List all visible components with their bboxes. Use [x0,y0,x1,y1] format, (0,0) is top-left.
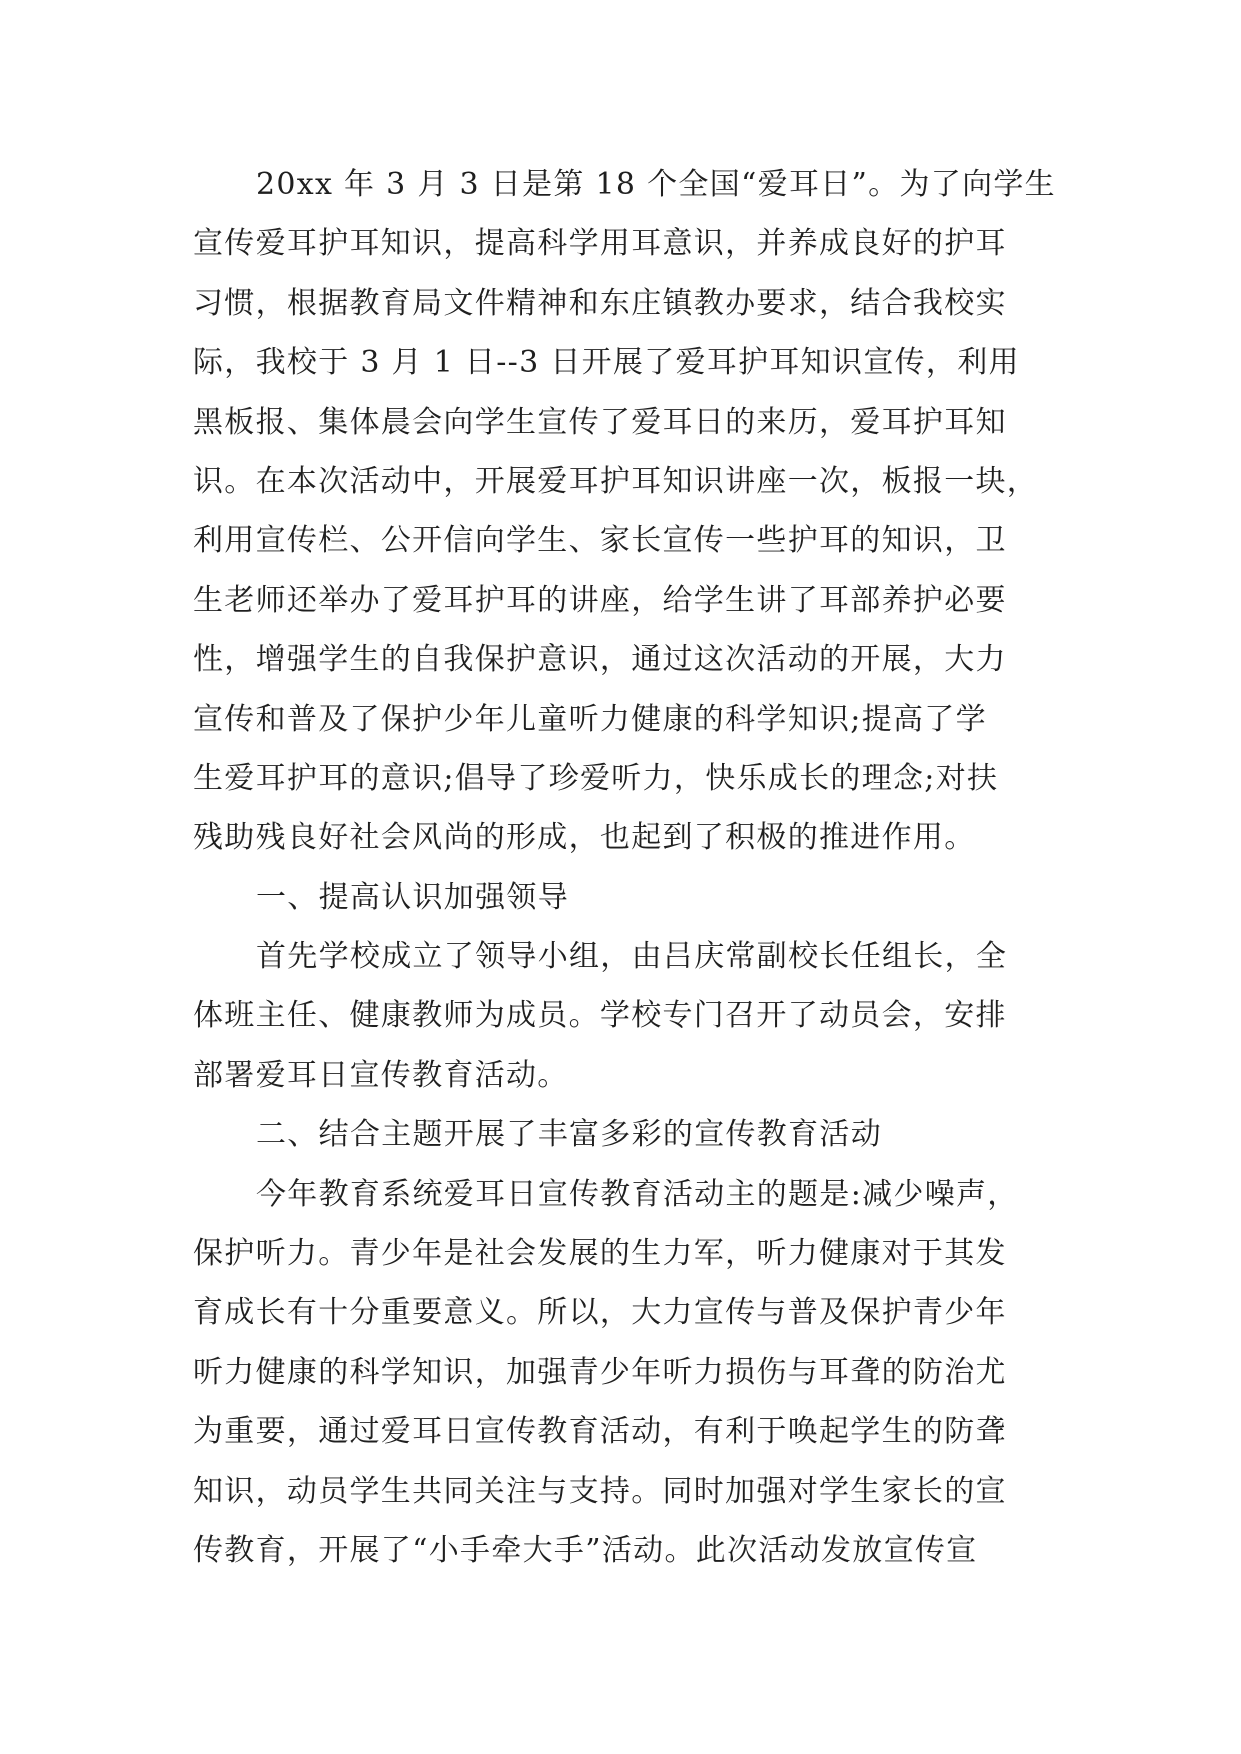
text-line: 生老师还举办了爱耳护耳的讲座，给学生讲了耳部养护必要 [193,582,1007,618]
text-line: 宣传爱耳护耳知识，提高科学用耳意识，并养成良好的护耳 [193,226,1007,262]
text-line: 部署爱耳日宣传教育活动。 [193,1057,569,1093]
document-body [193,155,1063,1580]
text-line: 听力健康的科学知识，加强青少年听力损伤与耳聋的防治尤 [193,1354,1007,1390]
text-line: 今年教育系统爱耳日宣传教育活动主的题是:减少噪声， [256,1176,1019,1212]
text-line: 宣传和普及了保护少年儿童听力健康的科学知识;提高了学 [193,701,987,737]
text-line: 传教育，开展了“小手牵大手”活动。此次活动发放宣传宣 [193,1532,978,1568]
section-heading: 二、结合主题开展了丰富多彩的宣传教育活动 [256,1117,882,1153]
text-line: 20xx 年 3 月 3 日是第 18 个全国“爱耳日”。为了向学生 [256,167,1056,202]
text-line: 知识，动员学生共同关注与支持。同时加强对学生家长的宣 [193,1473,1007,1509]
text-line: 育成长有十分重要意义。所以，大力宣传与普及保护青少年 [193,1295,1007,1331]
text-line: 生爱耳护耳的意识;倡导了珍爱听力，快乐成长的理念;对扶 [193,760,999,796]
section-heading: 一、提高认识加强领导 [256,879,569,915]
text-line: 体班主任、健康教师为成员。学校专门召开了动员会，安排 [193,998,1007,1034]
text-line: 识。在本次活动中，开展爱耳护耳知识讲座一次，板报一块， [193,463,1039,499]
text-line: 性，增强学生的自我保护意识，通过这次活动的开展，大力 [193,642,1007,678]
text-line: 为重要，通过爱耳日宣传教育活动，有利于唤起学生的防聋 [193,1414,1007,1450]
text-line: 际，我校于 3 月 1 日--3 日开展了爱耳护耳知识宣传，利用 [193,345,1020,381]
text-line: 黑板报、集体晨会向学生宣传了爱耳日的来历，爱耳护耳知 [193,404,1007,440]
text-line: 保护听力。青少年是社会发展的生力军，听力健康对于其发 [193,1236,1007,1272]
text-line: 利用宣传栏、公开信向学生、家长宣传一些护耳的知识，卫 [193,523,1007,559]
text-line: 习惯，根据教育局文件精神和东庄镇教办要求，结合我校实 [193,285,1007,321]
text-line: 残助残良好社会风尚的形成，也起到了积极的推进作用。 [193,820,976,856]
text-line: 首先学校成立了领导小组，由吕庆常副校长任组长，全 [256,939,1008,975]
